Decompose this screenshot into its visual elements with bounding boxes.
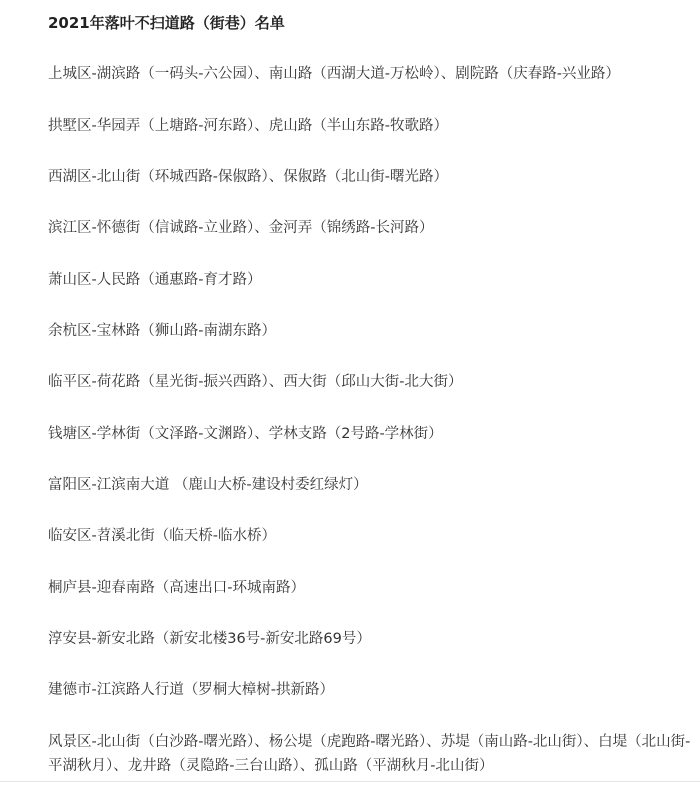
bottom-divider: [0, 781, 700, 782]
list-item-binjiang: 滨江区-怀德街（信诚路-立业路）、金河弄（锦绣路-长河路）: [48, 220, 434, 236]
list-item-qiantang: 钱塘区-学林街（文泽路-文渊路）、学林支路（2号路-学林街）: [48, 426, 443, 442]
list-item-jiande: 建德市-江滨路人行道（罗桐大樟树-拱新路）: [48, 682, 334, 698]
list-item-xiaoshan: 萧山区-人民路（通惠路-育才路）: [48, 272, 262, 288]
list-item-gongshu: 拱墅区-华园弄（上塘路-河东路）、虎山路（半山东路-牧歌路）: [48, 118, 448, 134]
list-item-yuhang: 余杭区-宝林路（狮山路-南湖东路）: [48, 323, 276, 339]
list-item-linan: 临安区-苕溪北街（临天桥-临水桥）: [48, 528, 276, 544]
list-item-shangcheng: 上城区-湖滨路（一码头-六公园）、南山路（西湖大道-万松岭）、剧院路（庆春路-兴业路）: [48, 66, 620, 82]
list-item-tonglu: 桐庐县-迎春南路（高速出口-环城南路）: [48, 580, 305, 596]
list-item-chunan: 淳安县-新安北路（新安北楼36号-新安北路69号）: [48, 631, 371, 647]
page-title: 2021年落叶不扫道路（街巷）名单: [48, 14, 285, 32]
list-item-fengjing: 风景区-北山街（白沙路-曙光路）、杨公堤（虎跑路-曙光路）、苏堤（南山路-北山街）、白堤（北山街-平湖秋月）、龙井路（灵隐路-三台山路）、孤山路（平湖秋月-北山街）: [48, 734, 691, 774]
list-item-xihu: 西湖区-北山街（环城西路-保俶路）、保俶路（北山街-曙光路）: [48, 169, 448, 185]
list-item-linping: 临平区-荷花路（星光街-振兴西路）、西大街（邱山大街-北大街）: [48, 374, 463, 390]
list-item-fuyang: 富阳区-江滨南大道 （鹿山大桥-建设村委红绿灯）: [48, 477, 368, 493]
